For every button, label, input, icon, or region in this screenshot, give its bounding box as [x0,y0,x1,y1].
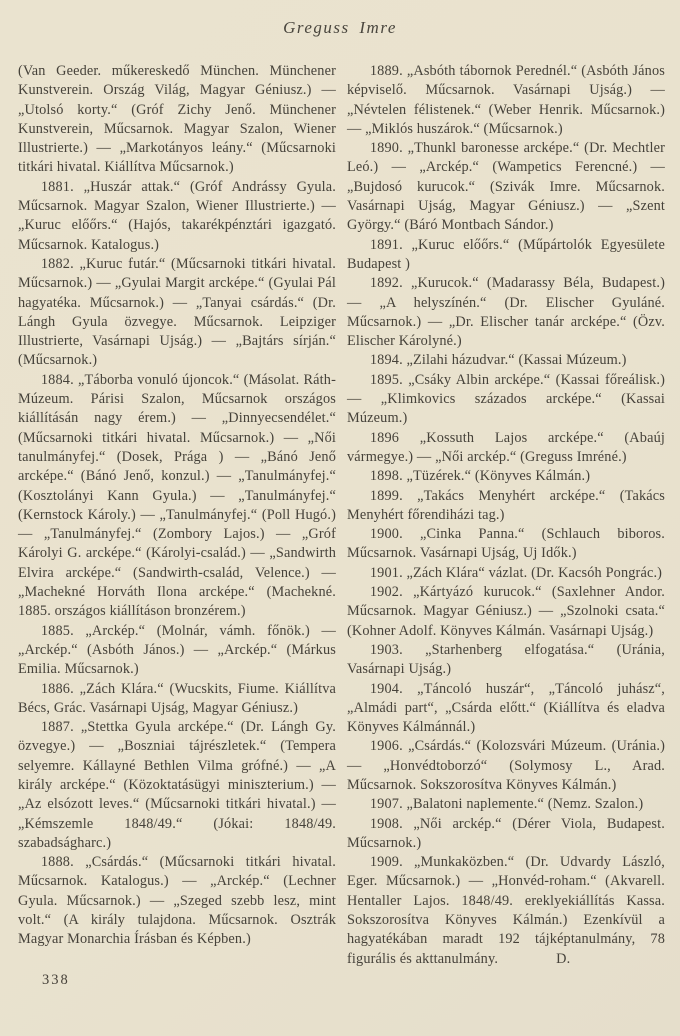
page-header-title: Greguss Imre [283,18,397,37]
entry-paragraph: (Van Geeder. műkereskedő München. Münchener Kunstverein. Ország Világ, Magyar Géniusz.) — „Utolsó korty.“ (Gróf Zichy Jenő. Münchener Kunstverein, Műcsarnok. Magyar Szalon, Wiener Illustrierte.) — „Markotányos leány.“ (Műcsarnoki titkári hivatal. Kiállítva Műcsarnok.) [18,63,336,176]
entry-paragraph: 1900. „Cinka Panna.“ (Schlauch biboros. Műcsarnok. Vasárnapi Ujság, Uj Idők.) [347,526,665,562]
entry-paragraph: 1885. „Arckép.“ (Molnár, vámh. főnök.) — „Arckép.“ (Asbóth János.) — „Arckép.“ (Márkus Emilia. Műcsarnok.) [18,622,336,678]
entry-paragraph: 1881. „Huszár attak.“ (Gróf Andrássy Gyula. Műcsarnok. Magyar Szalon, Wiener Illustrierte.) — „Kuruc előőrs.“ (Hajós, takarékpénztári igazgató. Műcsarnok. Katalogus.) [18,178,336,253]
entry-paragraph: 1896 „Kossuth Lajos arcképe.“ (Abaúj vármegye.) — „Női arckép.“ (Greguss Imréné.) [347,429,665,465]
entry-paragraph: 1901. „Zách Klára“ vázlat. (Dr. Kacsóh Pongrác.) [369,564,663,581]
entry-paragraph: 1891. „Kuruc előőrs.“ (Műpártolók Egyesülete Budapest ) [347,236,665,272]
entry-paragraph: 1895. „Csáky Albin arcképe.“ (Kassai főreálisk.) — „Klimkovics százados arcképe.“ (Kassai Múzeum.) [347,371,665,427]
entry-paragraph: 1888. „Csárdás.“ (Műcsarnoki titkári hivatal. Műcsarnok. Katalogus.) — „Arckép.“ (Lechner Gyula. Műcsarnok.) — „Szeged szebb lesz, mint volt.“ (A király tulajdona. Műcsarnok. Osztrák Magyar Monarchia Írásban és Képben.) [18,854,336,948]
author-initial: D. [556,950,571,967]
left-column [18,62,336,969]
entry-paragraph: 1906. „Csárdás.“ (Kolozsvári Múzeum. (Uránia.) — „Honvédtoborzó“ (Solymosy L., Arad. Műcsarnok. Sokszorosítva Könyves Kálmán.) [347,738,665,793]
entry-paragraph: 1899. „Takács Menyhért arcképe.“ (Takács Menyhért főrendiházi tag.) [347,487,665,523]
entry-paragraph: 1887. „Stettka Gyula arcképe.“ (Dr. Lángh Gy. özvegye.) — „Boszniai tájrészletek.“ (Tempera selyemre. Kállayné Bethlen Vilma grófné.) — „A király arcképe.“ (Közoktatásügyi miniszterium.) — „Az elsózott leves.“ (Műcsarnoki titkári hivatal.) — „Kémszemle 1848/49.“ (Jókai: 1848/49. szabadságharc.) [18,719,336,851]
entry-paragraph: 1898. „Tüzérek.“ (Könyves Kálmán.) [369,468,591,485]
page-number: 338 [42,972,70,988]
text-columns [18,62,665,969]
entry-paragraph [347,853,665,969]
entry-paragraph-text: 1909. „Munkaközben.“ (Dr. Udvardy László, Eger. Műcsarnok.) — „Honvéd-roham.“ (Akvarell. Hentaller Lajos. 1848/49. ereklyekiállítás Kassa. Sokszorosítva Könyves Kálmán.) Ezenkívül a hagyatékában maradt 192 tájképtanulmány, 78 figurális és akttanulmány. [347,854,665,967]
entry-paragraph: 1902. „Kártyázó kurucok.“ (Saxlehner Andor. Műcsarnok. Magyar Géniusz.) — „Szolnoki csata.“ (Kohner Adolf. Könyves Kálmán. Vasárnapi Ujság.) [347,584,665,639]
entry-paragraph: 1904. „Táncoló huszár“, „Táncoló juhász“, „Almádi part“, „Csárda előtt.“ (Kiállítva és eladva Könyves Kálmánnál.) [347,680,665,736]
entry-paragraph: 1907. „Balatoni naplemente.“ (Nemz. Szalon.) [369,796,644,813]
entry-paragraph: 1894. „Zilahi házudvar.“ (Kassai Múzeum.) [369,352,627,369]
entry-paragraph: 1890. „Thunkl baronesse arcképe.“ (Dr. Mechtler Leó.) — „Arckép.“ (Wampetics Ferencné.) — „Bujdosó kurucok.“ (Szivák Imre. Műcsarnok. Vasárnapi Ujság, Magyar Géniusz.) — „Szent György.“ (Báró Montbach Sándor.) [347,140,665,234]
right-column [347,62,665,969]
entry-paragraph: 1903. „Starhenberg elfogatása.“ (Uránia, Vasárnapi Ujság.) [347,641,665,678]
entry-paragraph: 1886. „Zách Klára.“ (Wucskits, Fiume. Kiállítva Bécs, Grác. Vasárnapi Ujság, Magyar Géniusz.) [18,680,336,716]
entry-paragraph: 1892. „Kurucok.“ (Madarassy Béla, Budapest.) — „A helyszínén.“ (Dr. Elischer Gyuláné. Műcsarnok.) — „Dr. Elischer tanár arcképe.“ (Özv. Elischer Károlyné.) [347,275,665,350]
entry-paragraph: 1889. „Asbóth tábornok Perednél.“ (Asbóth János képviselő. Műcsarnok. Vasárnapi Ujság.) — „Névtelen félistenek.“ (Weber Henrik. Műcsarnok.) — „Miklós huszárok.“ (Műcsarnok.) [347,63,665,137]
entry-paragraph: 1884. „Táborba vonuló újoncok.“ (Másolat. Ráth-Múzeum. Párisi Szalon, Műcsarnok országos kiállításán nagy érem.) — „Dinnyecsendélet.“ (Műcsarnoki titkári hivatal. Műcsarnok.) — „Női tanulmányfej.“ (Dosek, Prága ) — „Bánó Jenő arcképe.“ (Bánó Jenő, konzul.) — „Tanulmányfej.“ (Kosztolányi Kann Gyula.) — „Tanulmányfej.“ (Kernstock Károly.) — „Tanulmányfej.“ (Poll Hugó.) — „Tanulmányfej.“ (Zombory Lajos.) — „Gróf Károlyi G. arcképe.“ (Károlyi-család.) — „Sandwirth Elvira arcképe.“ (Sandwirth-család, Velence.) — „Machekné Horváth Ilona arcképe.“ (Machekné. 1885. országos kiállításon bronzérem.) [18,371,336,620]
entry-paragraph: 1882. „Kuruc futár.“ (Műcsarnoki titkári hivatal. Műcsarnok.) — „Gyulai Margit arcképe.“ (Gyulai Pál hagyatéka. Műcsarnok.) — „Tanyai csárdás.“ (Dr. Lángh Gyula özvegye. Műcsarnok. Leipziger Illustrierte, Vasárnapi Ujság.) — „Bajtárs sírján.“ (Műcsarnok.) [18,255,336,369]
entry-paragraph: 1908. „Női arckép.“ (Dérer Viola, Budapest. Műcsarnok.) [347,815,665,851]
